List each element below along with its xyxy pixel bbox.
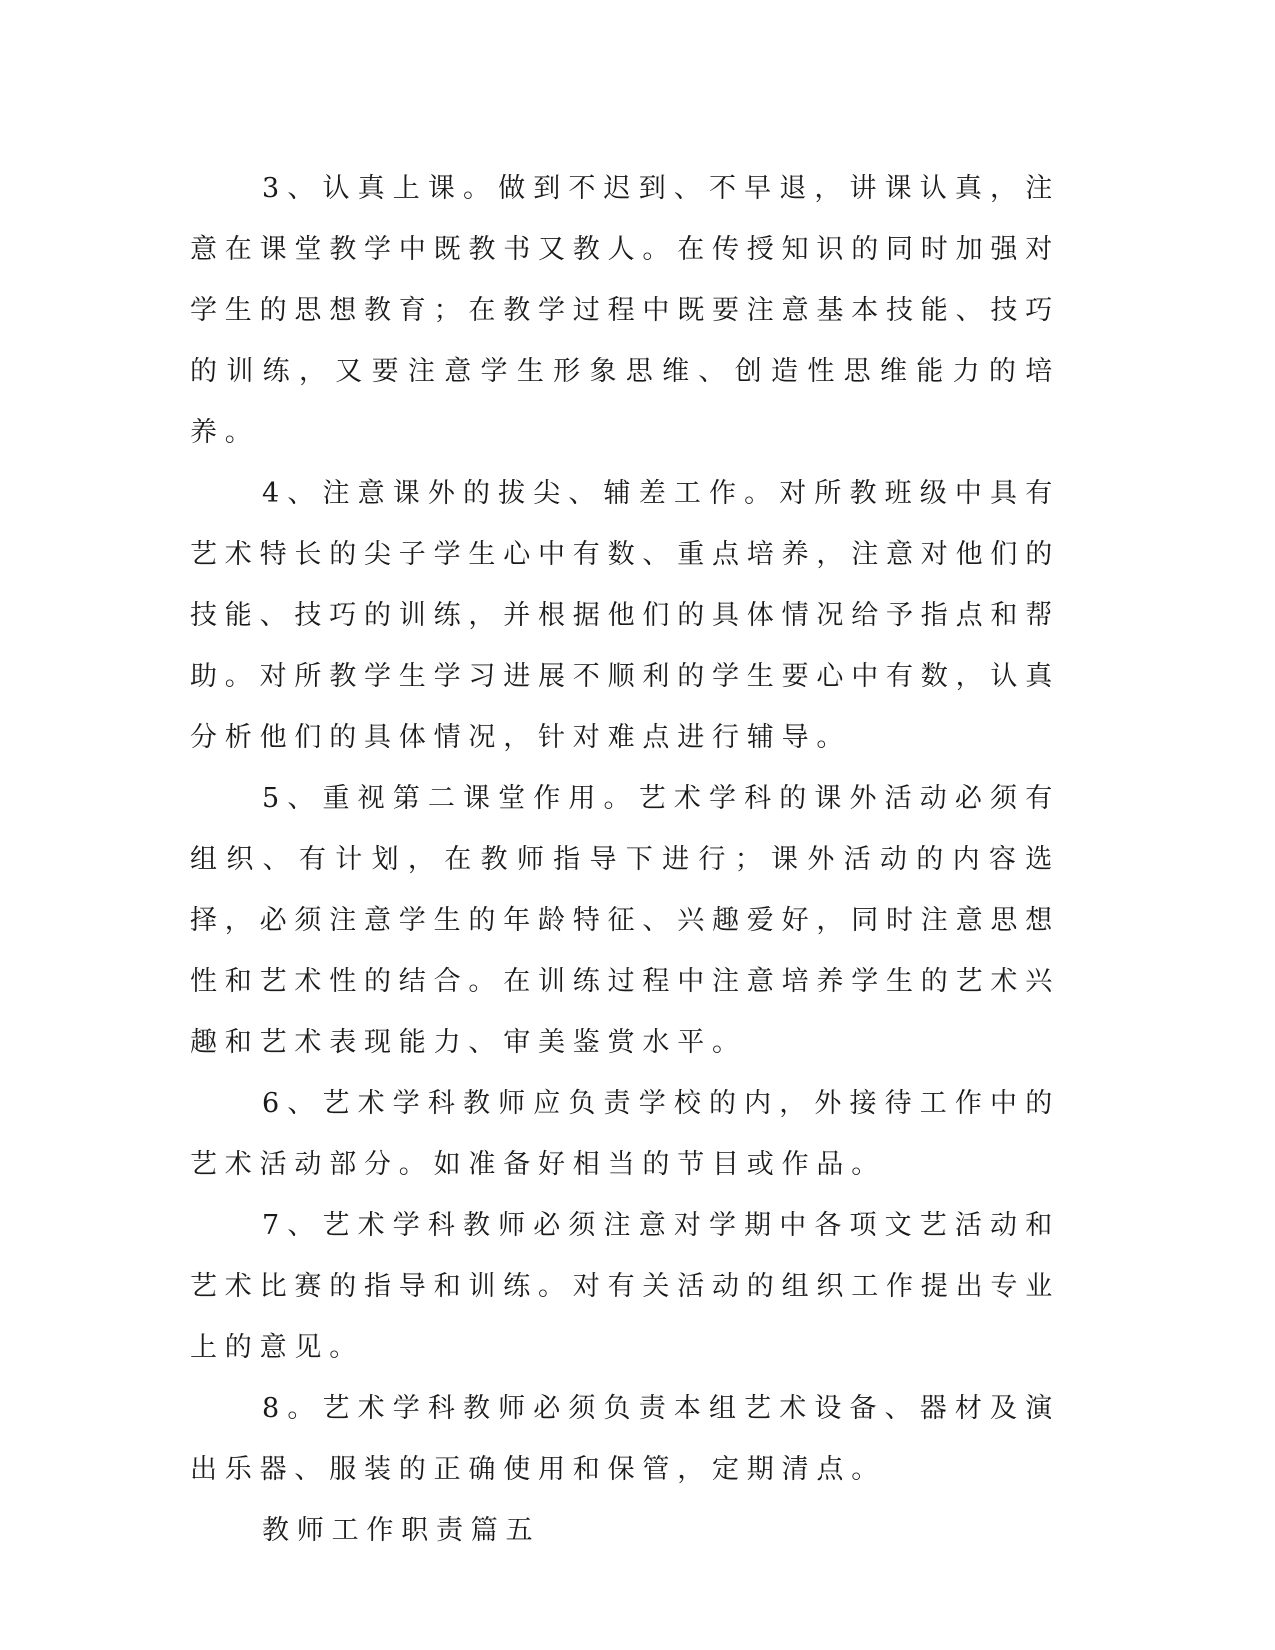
paragraph-item-4: 4、注意课外的拔尖、辅差工作。对所教班级中具有艺术特长的尖子学生心中有数、重点培养，注意对他们的技能、技巧的训练，并根据他们的具体情况给予指点和帮助。对所教学生学习进展不顺利的学生要心中有数，认真分析他们的具体情况，针对难点进行辅导。 <box>190 478 1060 753</box>
paragraph-item-5: 5、重视第二课堂作用。艺术学科的课外活动必须有组织、有计划，在教师指导下进行；课外活动的内容选择，必须注意学生的年龄特征、兴趣爱好，同时注意思想性和艺术性的结合。在训练过程中注意培养学生的艺术兴趣和艺术表现能力、审美鉴赏水平。 <box>190 783 1060 1058</box>
section-heading: 教师工作职责篇五 <box>262 1515 541 1546</box>
document-body <box>190 158 1060 1561</box>
paragraph-item-8: 8。艺术学科教师必须负责本组艺术设备、器材及演出乐器、服装的正确使用和保管，定期清点。 <box>190 1393 1060 1485</box>
paragraph-item-3: 3、认真上课。做到不迟到、不早退，讲课认真，注意在课堂教学中既教书又教人。在传授知识的同时加强对学生的思想教育；在教学过程中既要注意基本技能、技巧的训练，又要注意学生形象思维、创造性思维能力的培养。 <box>190 173 1060 448</box>
paragraph-item-6: 6、艺术学科教师应负责学校的内，外接待工作中的艺术活动部分。如准备好相当的节目或作品。 <box>190 1088 1060 1180</box>
paragraph-item-7: 7、艺术学科教师必须注意对学期中各项文艺活动和艺术比赛的指导和训练。对有关活动的组织工作提出专业上的意见。 <box>190 1210 1060 1363</box>
